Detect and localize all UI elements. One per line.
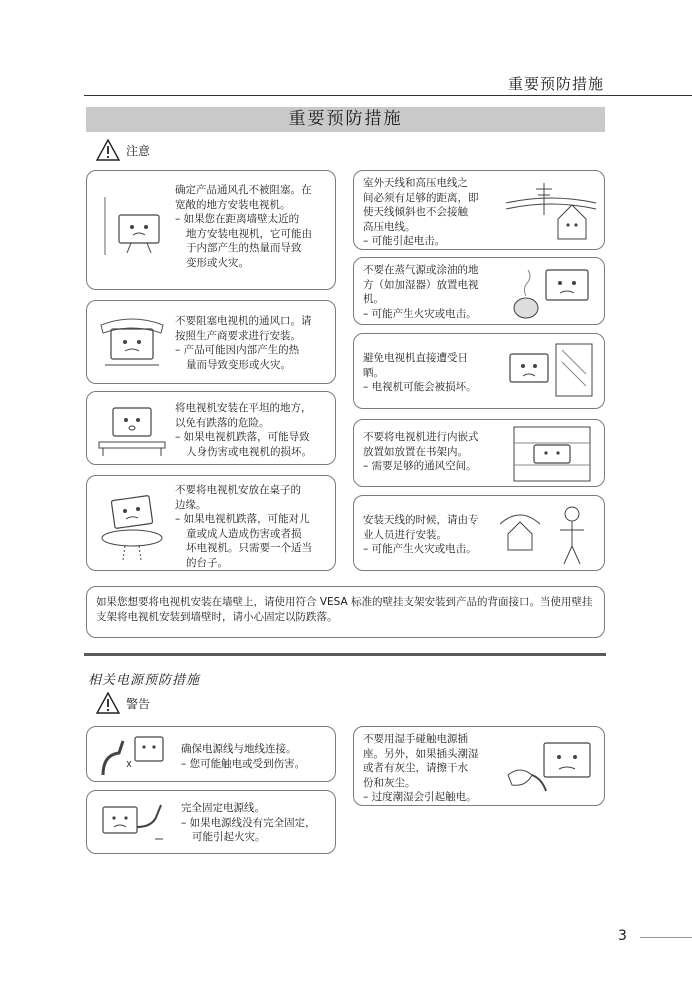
card-text-line: 份和灰尘。 [363, 776, 416, 789]
tv-illustration-icon [95, 398, 169, 460]
tv-illustration-icon [494, 500, 598, 568]
card-dash-line: 于内部产生的热量而导致 [186, 242, 302, 254]
tv-illustration-icon [95, 484, 169, 564]
card-secure-cord [86, 790, 336, 854]
card-dash-line: – 需要足够的通风空间。 [363, 460, 477, 472]
card-text-line: 按照生产商要求进行安装。 [175, 329, 301, 342]
card-text-line: 宽敞的地方安装电视机。 [175, 198, 291, 211]
card-dash-line: 可能引起火灾。 [192, 831, 266, 843]
card-antenna-power [353, 170, 605, 250]
notice-label: 注意 [126, 143, 151, 158]
card-text-line: 不要将电视机安放在桌子的 [175, 484, 301, 496]
tv-illustration-icon [97, 797, 171, 849]
card-text-line: 不要在蒸气源或涂油的地 [363, 264, 479, 276]
card-text-line: 或者有灰尘，请擦干水 [363, 762, 468, 774]
card-text-line: 间必须有足够的距离，即 [363, 191, 479, 204]
tv-illustration-icon [502, 735, 598, 799]
card-dash-line: – 如果您在距离墙壁太近的 [175, 213, 300, 225]
card-text-line: 边缘。 [175, 498, 207, 511]
card-dash-line: – 可能引起电击。 [363, 235, 446, 247]
card-text-line: 方（如加湿器）放置电视 [363, 278, 479, 291]
section-divider [84, 653, 606, 656]
card-text-line: 业人员进行安装。 [363, 528, 447, 541]
card-vent-block [86, 300, 336, 384]
card-dash-line: – 电视机可能会被损坏。 [363, 381, 477, 393]
card-sunlight [353, 333, 605, 409]
warning-label: 警告 [126, 696, 151, 711]
tv-illustration-icon [99, 193, 169, 263]
tv-illustration-icon [95, 311, 169, 373]
card-dash-line: – 可能产生火灾或电击。 [363, 307, 477, 320]
card-text-line: 不要用湿手碰触电源插 [363, 733, 468, 745]
card-dash-line: 量而导致变形或火灾。 [186, 358, 291, 371]
card-dash-line: 地方安装电视机，它可能由 [186, 227, 312, 240]
card-text-line: 放置如放置在书架内。 [363, 445, 468, 458]
card-text-line: 将电视机安装在平坦的地方， [175, 402, 312, 414]
card-ventilation [86, 170, 336, 290]
card-text-line: 避免电视机直接遭受日 [363, 352, 468, 364]
card-ground [86, 726, 336, 782]
card-text-line: 安装天线的时候，请由专 [363, 514, 479, 526]
card-text-line: 完全固定电源线。 [181, 802, 265, 814]
card-text-line: 机。 [363, 293, 384, 305]
page-number: 3 [618, 928, 627, 944]
card-text-line: 不要阻塞电视机的通风口。请 [175, 315, 312, 327]
card-dash-line: – 如果电源线没有完全固定， [181, 816, 316, 829]
card-dash-line: – 产品可能因内部产生的热 [175, 344, 300, 356]
tv-illustration-icon [504, 179, 598, 243]
card-dash-line: – 如果电视机跌落，可能导致 [175, 431, 310, 443]
tv-illustration-icon [504, 340, 598, 402]
card-dash-line: – 可能产生火灾或电击。 [363, 543, 477, 555]
card-text-line: 室外天线和高压电线之 [363, 177, 468, 189]
card-text-line: 确定产品通风孔不被阻塞。在 [175, 184, 312, 196]
tv-illustration-icon [97, 731, 171, 779]
warning-row [96, 692, 150, 714]
card-text-line: 确保电源线与地线连接。 [181, 743, 297, 755]
card-dash-line: 的台子。 [186, 556, 228, 569]
page-number-rule [640, 937, 692, 938]
header-divider [84, 95, 692, 96]
card-dash-line: – 您可能触电或受到伤害。 [181, 757, 306, 770]
card-text-line: 晒。 [363, 366, 384, 379]
page-header-title: 重要预防措施 [507, 75, 604, 93]
wall-mount-note: 如果您想要将电视机安装在墙壁上，请使用符合 VESA 标准的壁挂支架安装到产品的背面接口。当使用壁挂支架将电视机安装到墙壁时，请小心固定以防跌落。 [86, 586, 605, 638]
card-dash-line: 人身伤害或电视机的损坏。 [186, 445, 312, 458]
card-text-line: 不要将电视机进行内嵌式 [363, 431, 479, 443]
card-built-in [353, 419, 605, 487]
card-text-line: 使天线倾斜也不会接触 [363, 206, 468, 218]
tv-illustration-icon [504, 262, 598, 322]
card-dash-line: – 如果电视机跌落，可能对儿 [175, 513, 310, 525]
tv-illustration-icon [506, 425, 598, 483]
card-wet-hands [353, 726, 605, 806]
card-dash-line: – 过度潮湿会引起触电。 [363, 791, 477, 803]
card-text-line: 以免有跌落的危险。 [175, 416, 270, 429]
card-antenna-install [353, 495, 605, 571]
card-text-line: 高压电线。 [363, 220, 416, 233]
warning-triangle-icon [96, 692, 120, 714]
notice-row [96, 139, 150, 161]
card-table-edge [86, 475, 336, 571]
card-dash-line: 坏电视机。只需要一个适当 [186, 542, 312, 554]
card-dash-line: 童或成人造成伤害或者损 [186, 527, 302, 540]
card-steam [353, 257, 605, 325]
card-text-line: 座。另外，如果插头潮湿 [363, 747, 479, 760]
section-banner: 重要预防措施 [86, 107, 605, 132]
power-section-title: 相关电源预防措施 [88, 673, 201, 688]
warning-triangle-icon [96, 139, 120, 161]
card-flat-surface [86, 391, 336, 465]
card-dash-line: 变形或火灾。 [186, 256, 249, 269]
